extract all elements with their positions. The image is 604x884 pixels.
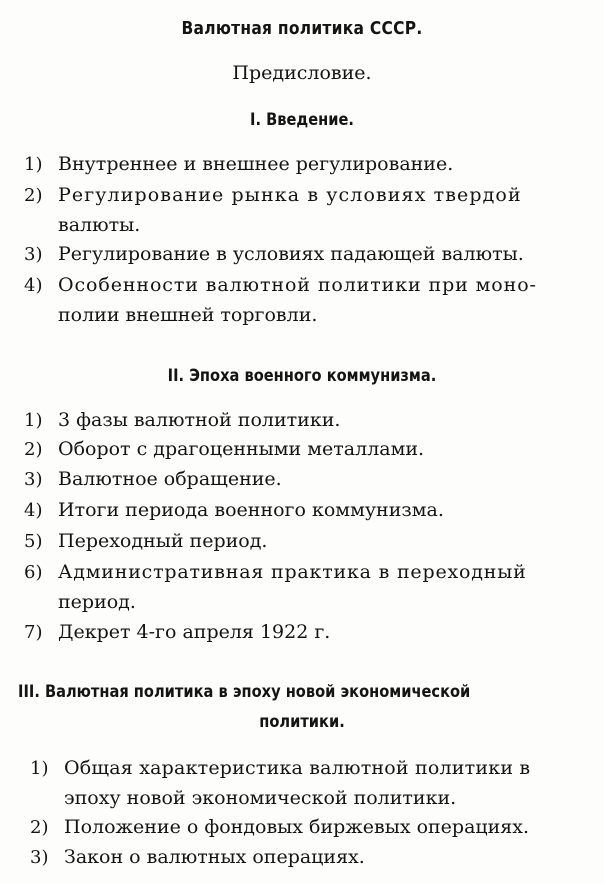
section-2-heading: II. Эпоха военного коммунизма. <box>167 366 437 386</box>
item-number: 7) <box>24 622 43 643</box>
item-number: 4) <box>24 275 43 296</box>
section-3-heading: III. Валютная политика в эпоху новой экономической <box>18 682 471 702</box>
item-line: эпоху новой экономической политики. <box>64 787 457 809</box>
item-number: 2) <box>24 185 43 206</box>
item-line: Регулирование рынка в условиях твердой <box>58 184 522 206</box>
item-line: Общая характеристика валютной политики в <box>64 757 531 779</box>
section-1-heading: I. Введение. <box>250 110 354 130</box>
item-number: 2) <box>24 439 43 460</box>
item-number: 1) <box>24 410 43 431</box>
item-line: Итоги периода военного коммунизма. <box>58 499 444 521</box>
item-number: 3) <box>30 847 49 868</box>
item-line: Особенности валютной политики при моно- <box>58 274 537 296</box>
item-number: 3) <box>24 244 43 265</box>
item-line: Внутреннее и внешнее регулирование. <box>58 153 454 175</box>
item-number: 3) <box>24 469 43 490</box>
item-number: 1) <box>30 758 49 779</box>
document-title: Валютная политика СССР. <box>181 18 423 39</box>
section-3-heading-cont: политики. <box>259 712 345 732</box>
item-line: Закон о валютных операциях. <box>64 846 365 868</box>
item-line: Регулирование в условиях падающей валюты. <box>58 243 524 265</box>
item-line: Административная практика в переходный <box>58 561 527 583</box>
item-number: 4) <box>24 500 43 521</box>
item-number: 6) <box>24 562 43 583</box>
preface-heading: Предисловие. <box>232 62 372 84</box>
item-line: Переходный период. <box>58 530 268 552</box>
item-line: полии внешней торговли. <box>58 304 318 326</box>
item-line: Оборот с драгоценными металлами. <box>58 438 425 460</box>
item-line: Положение о фондовых биржевых операциях. <box>64 816 530 838</box>
item-line: Валютное обращение. <box>58 468 282 490</box>
item-line: валюты. <box>58 214 141 236</box>
item-number: 5) <box>24 531 43 552</box>
item-line: Декрет 4-го апреля 1922 г. <box>58 621 331 643</box>
item-line: 3 фазы валютной политики. <box>58 409 341 431</box>
item-line: период. <box>58 591 136 613</box>
item-number: 2) <box>30 817 49 838</box>
item-number: 1) <box>24 154 43 175</box>
